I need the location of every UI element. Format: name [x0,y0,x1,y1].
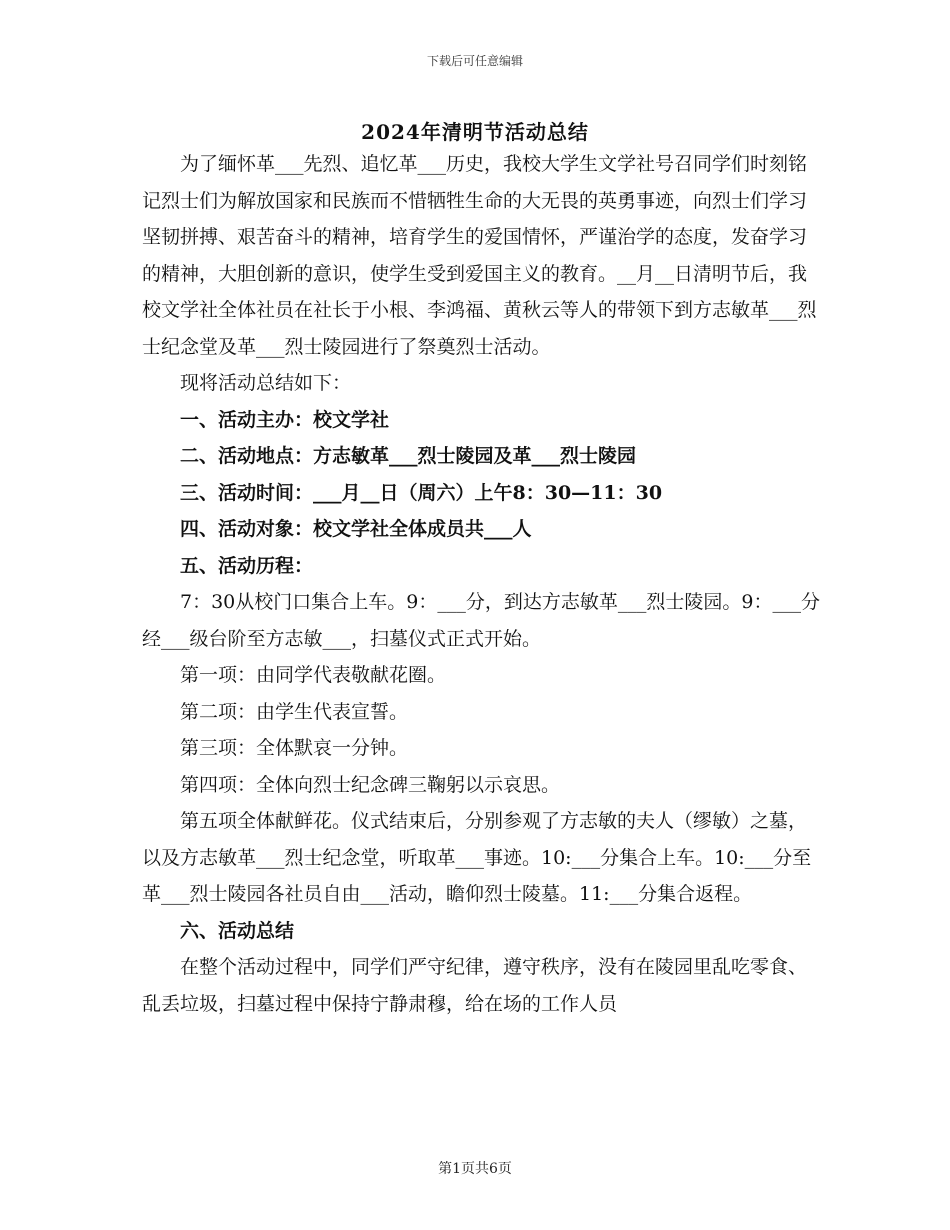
process-item-2: 第二项：由学生代表宣誓。 [180,700,409,723]
section-time: 三、活动时间：___月__日（周六）上午8：30—11：30 [180,481,663,504]
process-item-3: 第三项：全体默哀一分钟。 [180,737,409,759]
process-item-1: 第一项：由同学代表敬献花圈。 [180,664,447,686]
section-process-heading: 五、活动历程： [180,554,314,577]
process-item-5: 第五项全体献鲜花。仪式结束后，分别参观了方志敏的夫人（缪敏）之墓，以及方志敏革___烈士纪念堂，听取革___事迹。10:___分集合上车。10:___分至革___烈士陵园各社员自由___活动，瞻仰烈士陵墓。11:___分集合返程。 [142,810,812,905]
section-organizer: 一、活动主办：校文学社 [180,408,390,431]
page-footer: 第1页共6页 [438,1161,512,1177]
process-schedule: 7：30从校门口集合上车。9：___分，到达方志敏革___烈士陵园。9：___分经___级台阶至方志敏___，扫墓仪式正式开始。 [142,591,820,650]
intro-paragraph: 为了缅怀革___先烈、追忆革___历史，我校大学生文学社号召同学们时刻铭记烈士们为解放国家和民族而不惜牺牲生命的大无畏的英勇事迹，向烈士们学习坚韧拼搏、艰苦奋斗的精神，培育学生的爱国情怀，严谨治学的态度，发奋学习的精神，大胆创新的意识，使学生受到爱国主义的教育。__月__日清明节后，我校文学社全体社员在社长于小根、李鸿福、黄秋云等人的带领下到方志敏革___烈士纪念堂及革___烈士陵园进行了祭奠烈士活动。 [142,153,817,358]
document-title: 2024年清明节活动总结 [361,120,589,144]
summary-paragraph: 在整个活动过程中，同学们严守纪律，遵守秩序，没有在陵园里乱吃零食、乱丢垃圾，扫墓过程中保持宁静肃穆，给在场的工作人员 [142,956,808,1015]
summary-intro: 现将活动总结如下： [180,372,352,394]
document-body [142,146,822,1022]
section-participants: 四、活动对象：校文学社全体成员共___人 [180,518,532,540]
process-item-4: 第四项：全体向烈士纪念碑三鞠躬以示哀思。 [180,773,561,796]
page-header: 下载后可任意编辑 [426,54,523,68]
section-location: 二、活动地点：方志敏革___烈士陵园及革___烈士陵园 [180,445,637,467]
section-summary-heading: 六、活动总结 [180,919,295,942]
